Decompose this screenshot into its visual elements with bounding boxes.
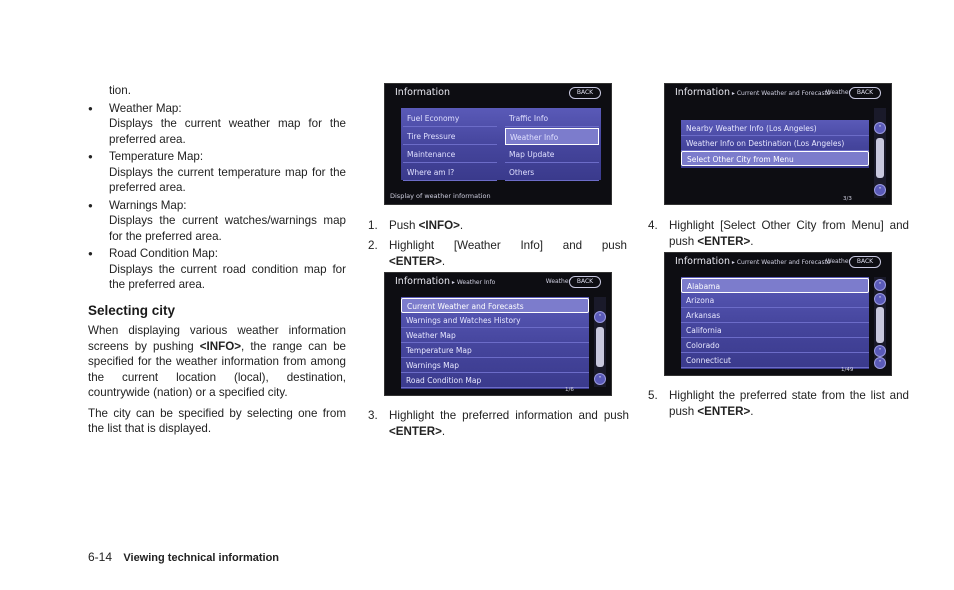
scroll-thumb[interactable] <box>876 138 884 178</box>
scrollbar[interactable] <box>874 108 886 198</box>
screen-weather-info <box>384 272 612 396</box>
breadcrumb: ▸ Current Weather and Forecasts <box>730 259 831 266</box>
temperature-map-desc: Displays the current temperature map for the preferred area. <box>109 165 346 194</box>
screen-title-text: Information <box>395 276 450 287</box>
continued-text: tion. <box>109 84 131 97</box>
breadcrumb: ▸ Current Weather and Forecasts <box>730 90 831 97</box>
section-heading: Selecting city <box>88 302 176 318</box>
step-text-a: Highlight [Weather Info] and push <box>389 239 627 252</box>
menu-list <box>401 297 589 389</box>
step-text <box>669 218 909 249</box>
step-text-c: . <box>459 219 464 232</box>
menu-item-traffic-info[interactable]: Traffic Info <box>505 110 599 127</box>
bullet-weather-map: ● Weather Map: <box>88 101 346 117</box>
menu-item-fuel-economy[interactable]: Fuel Economy <box>403 110 497 127</box>
screen-current-weather <box>664 83 892 205</box>
list-item[interactable]: Warnings Map <box>401 358 589 373</box>
menu-item-others[interactable]: Others <box>505 164 599 181</box>
enter-key: <ENTER> <box>389 424 442 438</box>
step-4 <box>648 218 908 250</box>
list-item[interactable]: Warnings and Watches History <box>401 313 589 328</box>
scroll-page-down-icon[interactable]: ˇ <box>874 357 886 369</box>
menu-item-map-update[interactable]: Map Update <box>505 146 599 163</box>
step-text-a: Highlight the preferred state from the list and push <box>669 389 909 418</box>
list-item[interactable]: Temperature Map <box>401 343 589 358</box>
step-text-c: . <box>750 404 754 418</box>
screen-title <box>675 87 830 98</box>
list-item[interactable]: California <box>681 323 869 338</box>
step-text-c: . <box>441 424 446 438</box>
list-item[interactable]: Road Condition Map <box>401 373 589 388</box>
step-text-c: . <box>441 254 446 268</box>
weather-label: Weather <box>825 258 851 265</box>
scrollbar[interactable] <box>874 277 886 367</box>
scroll-thumb[interactable] <box>596 327 604 367</box>
step-text <box>389 218 463 234</box>
list-item[interactable]: Colorado <box>681 338 869 353</box>
step-text-a: Highlight the preferred information and push <box>389 409 629 422</box>
para1-text-c: , the range can be specified for the weather information from among the current location (local), destination, countrywide (nation) or a specified city. <box>88 339 346 399</box>
enter-key: <ENTER> <box>389 254 442 268</box>
list-item[interactable]: Weather Info on Destination (Los Angeles) <box>681 136 869 151</box>
paragraph-2: The city can be specified by selecting one from the list that is displayed. <box>88 406 346 435</box>
list-item[interactable]: Alabama <box>681 278 869 293</box>
screen-title <box>675 256 830 267</box>
step-number: 3. <box>368 409 378 422</box>
left-column <box>88 83 346 442</box>
breadcrumb-text: Current Weather and Forecasts <box>736 90 831 97</box>
screen-state-list <box>664 252 892 376</box>
enter-key: <ENTER> <box>697 404 751 418</box>
step-text <box>389 408 629 439</box>
back-button[interactable]: BACK <box>569 276 601 288</box>
screen-title-text: Information <box>675 256 730 267</box>
step-text-a: Highlight [Select Other City from Menu] and push <box>669 219 909 248</box>
breadcrumb-text: Weather Info <box>456 279 496 286</box>
page-indicator: 3/3 <box>843 196 852 202</box>
paragraph-1 <box>88 323 346 401</box>
bullet-warnings-map: ● Warnings Map: <box>88 198 346 214</box>
footer-title: Viewing technical information <box>123 552 280 564</box>
bullet-temperature-map: ● Temperature Map: <box>88 149 346 165</box>
page-indicator: 1/49 <box>841 367 854 373</box>
scroll-down-icon[interactable]: ˇ <box>594 373 606 385</box>
page-footer <box>88 550 279 564</box>
step-1 <box>368 218 628 234</box>
scroll-thumb[interactable] <box>876 307 884 343</box>
scroll-up-icon[interactable]: ˆ <box>594 311 606 323</box>
warnings-map-desc: Displays the current watches/warnings map for the preferred area. <box>109 214 346 243</box>
page-indicator: 1/6 <box>565 387 574 393</box>
menu-item-where-am-i[interactable]: Where am I? <box>403 164 497 181</box>
list-item[interactable]: Connecticut <box>681 353 869 368</box>
screen-title <box>395 276 495 287</box>
screen-title: Information <box>395 87 450 98</box>
list-item[interactable]: Nearby Weather Info (Los Angeles) <box>681 121 869 136</box>
step-number: 5. <box>648 389 658 402</box>
list-item[interactable]: Current Weather and Forecasts <box>401 298 589 313</box>
scrollbar[interactable] <box>594 297 606 387</box>
info-key: <INFO> <box>418 219 460 232</box>
menu-grid <box>401 108 601 180</box>
breadcrumb-text: Current Weather and Forecasts <box>736 259 831 266</box>
menu-item-tire-pressure[interactable]: Tire Pressure <box>403 128 497 145</box>
state-list <box>681 277 869 369</box>
scroll-page-up-icon[interactable]: ˆ <box>874 279 886 291</box>
enter-key: <ENTER> <box>697 234 751 248</box>
list-item-select-city[interactable]: Select Other City from Menu <box>681 151 869 166</box>
menu-item-maintenance[interactable]: Maintenance <box>403 146 497 163</box>
scroll-up-icon[interactable]: ˆ <box>874 122 886 134</box>
screen-information-menu <box>384 83 612 205</box>
step-2 <box>368 238 628 270</box>
scroll-up-icon[interactable]: ˆ <box>874 293 886 305</box>
list-item[interactable]: Arizona <box>681 293 869 308</box>
step-text <box>669 388 909 419</box>
page-number: 6-14 <box>88 550 113 564</box>
scroll-down-icon[interactable]: ˇ <box>874 184 886 196</box>
step-text-a: Push <box>389 219 419 232</box>
step-3 <box>368 408 628 440</box>
menu-list <box>681 120 869 168</box>
list-item[interactable]: Arkansas <box>681 308 869 323</box>
step-number: 2. <box>368 239 378 252</box>
status-text: Display of weather information <box>390 192 491 200</box>
step-text <box>389 238 627 269</box>
back-button[interactable]: BACK <box>849 87 881 99</box>
weather-label: Weather <box>545 278 571 285</box>
weather-label: Weather <box>825 89 851 96</box>
breadcrumb: ▸ Weather Info <box>450 279 496 286</box>
step-number: 1. <box>368 219 378 232</box>
back-button[interactable]: BACK <box>849 256 881 268</box>
step-5 <box>648 388 908 420</box>
step-number: 4. <box>648 219 658 232</box>
weather-map-desc: Displays the current weather map for the preferred area. <box>109 117 346 146</box>
road-map-desc: Displays the current road condition map for the preferred area. <box>109 262 346 291</box>
scroll-down-icon[interactable]: ˇ <box>874 345 886 357</box>
screen-title-text: Information <box>675 87 730 98</box>
list-item[interactable]: Weather Map <box>401 328 589 343</box>
back-button[interactable]: BACK <box>569 87 601 99</box>
step-text-c: . <box>750 234 754 248</box>
info-key: <INFO> <box>199 339 242 353</box>
bullet-road-map: ● Road Condition Map: <box>88 246 346 262</box>
menu-item-weather-info[interactable]: Weather Info <box>505 128 599 145</box>
para1-text-a: When displaying various weather information screens by pushing <box>88 324 346 353</box>
